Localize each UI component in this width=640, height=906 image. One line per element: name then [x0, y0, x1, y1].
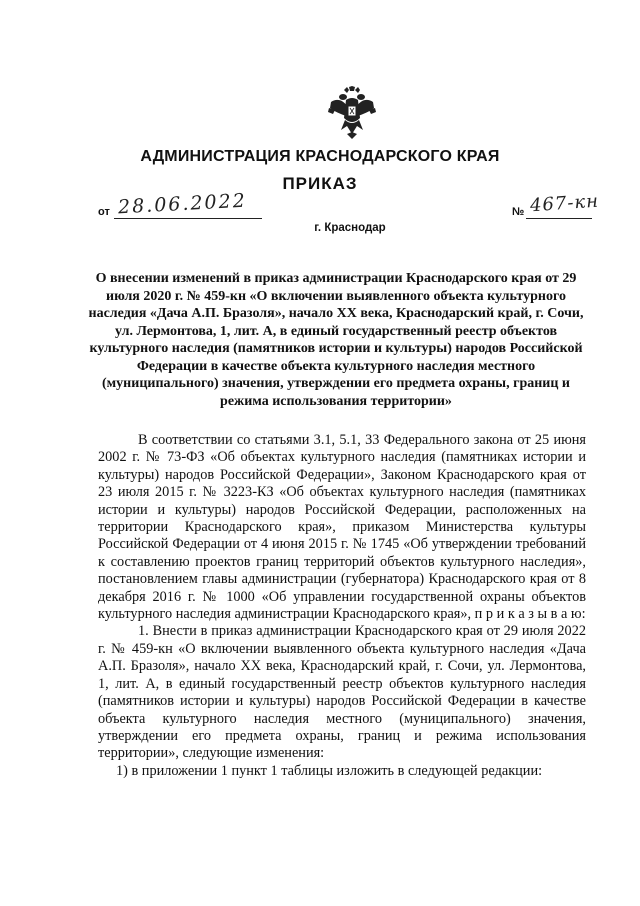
date-value: 28.06.2022 — [117, 189, 248, 219]
document-title: О внесении изменений в приказ администрации Краснодарского края от 29 июля 2020 г. № 459-кн «О включении выявленного объекта культурного наследия «Дача А.П. Бразоля», начало XX века, Краснодарский край, г. Сочи, ул. Лермонтова, 1, лит. А, в единый государственный реестр объектов культурного наследия (памятников истории и культуры) народов Российской Федерации в качестве объекта культурного наследия местного (муниципального) значения, утверждении его предмета охраны, границ и режима использования территории» — [88, 271, 584, 409]
paragraph-item-1: 1. Внести в приказ администрации Краснодарского края от 29 июля 2022 г. № 459-кн «О включении выявленного объекта культурного наследия «Дача А.П. Бразоля», начало XX века, Краснодарский край, г. Сочи, ул. Лермонтова, 1, лит. А, в единый государственный реестр объектов культурного наследия (памятников истории и культуры) народов Российской Федерации в качестве объекта культурного наследия местного (муниципального) значения, утверждении его предмета охраны, границ и режима использования территории», следующие изменения: — [98, 623, 586, 762]
paragraph-subitem-1: 1) в приложении 1 пункт 1 таблицы изложить в следующей редакции: — [116, 762, 543, 779]
coat-of-arms-icon — [327, 86, 377, 140]
document-type: ПРИКАЗ — [282, 174, 358, 193]
date-underline — [114, 218, 262, 219]
document-body — [98, 432, 586, 780]
date-label: от — [98, 206, 110, 218]
organization-name: АДМИНИСТРАЦИЯ КРАСНОДАРСКОГО КРАЯ — [140, 148, 500, 165]
number-underline — [526, 218, 592, 219]
number-value: 467-кн — [529, 190, 600, 217]
city: г. Краснодар — [314, 222, 386, 234]
paragraph-preamble: В соответствии со статьями 3.1, 5.1, 33 Федерального закона от 25 июня 2002 г. № 73-ФЗ «Об объектах культурного наследия (памятниках истории и культуры) народов Российской Федерации», Законом Краснодарского края от 23 июля 2015 г. № 3223-КЗ «Об объектах культурного наследия (памятниках истории и культуры) народов Российской Федерации, расположенных на территории Краснодарского края», приказом Министерства культуры Российской Федерации от 4 июня 2015 г. № 1745 «Об утверждении требований к составлению проектов границ территорий объектов культурного наследия», постановлением главы администрации (губернатора) Краснодарского края от 8 декабря 2016 г. № 1000 «Об управлении государственной охраны объектов культурного наследия администрации Краснодарского края», п р и к а з ы в а ю: — [98, 432, 586, 623]
number-label: № — [512, 206, 525, 218]
